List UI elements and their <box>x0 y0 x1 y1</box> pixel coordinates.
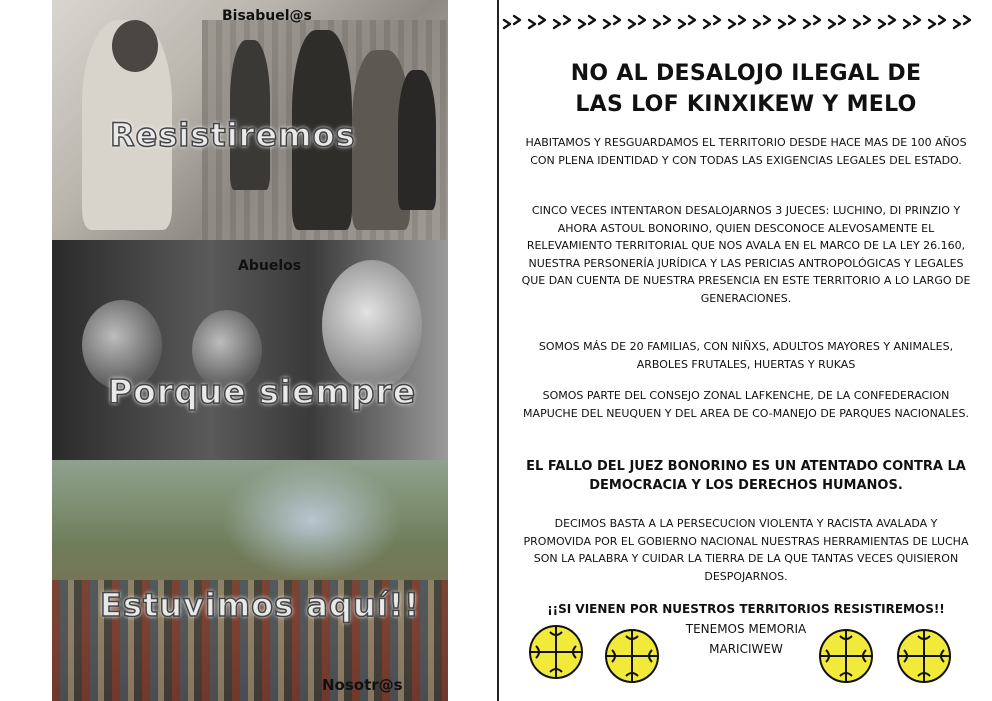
footprint-arrow-icon <box>727 14 749 34</box>
child-figure <box>230 40 270 190</box>
label-abuelos: Abuelos <box>238 258 302 274</box>
overlay-resistiremos: Resistiremos <box>110 116 356 154</box>
overlay-porque-siempre: Porque siempre <box>108 372 417 411</box>
footprint-arrow-icon <box>902 14 924 34</box>
footprint-arrow-icon <box>852 14 874 34</box>
footprint-arrow-icon <box>702 14 724 34</box>
slogan: ¡¡SI VIENEN POR NUESTROS TERRITORIOS RESISTIREMOS!! <box>547 602 945 616</box>
footprint-arrow-icon <box>577 14 599 34</box>
footprint-arrow-icon <box>502 14 524 34</box>
page-title <box>500 58 992 120</box>
smoke-cloud <box>222 460 402 580</box>
footprint-arrow-icon <box>952 14 974 34</box>
paragraph-families: SOMOS MÁS DE 20 FAMILIAS, CON NIÑXS, ADULTOS MAYORES Y ANIMALES, ARBOLES FRUTALES, HUERTAS Y RUKAS <box>538 340 954 371</box>
footprint-arrow-icon <box>752 14 774 34</box>
footprint-arrow-icon <box>802 14 824 34</box>
kultrun-icon <box>528 624 584 680</box>
footprint-arrow-icon <box>827 14 849 34</box>
footprint-arrow-icon <box>677 14 699 34</box>
footprint-arrow-icon <box>627 14 649 34</box>
photo-collage <box>52 0 448 701</box>
overlay-estuvimos-aqui: Estuvimos aquí!! <box>100 586 420 624</box>
community-gathering-photo <box>52 460 448 701</box>
footprint-arrow-icon <box>602 14 624 34</box>
kultrun-icon <box>818 628 874 684</box>
kultrun-icon <box>896 628 952 684</box>
footprint-arrow-icon <box>927 14 949 34</box>
memoria-line-1: TENEMOS MEMORIA <box>685 622 807 636</box>
paragraph-territory: HABITAMOS Y RESGUARDAMOS EL TERRITORIO DESDE HACE MAS DE 100 AÑOS CON PLENA IDENTIDAD Y CON TODAS LAS EXIGENCIAS LEGALES DEL ESTADO. <box>525 136 967 167</box>
paragraph-council: SOMOS PARTE DEL CONSEJO ZONAL LAFKENCHE, DE LA CONFEDERACION MAPUCHE DEL NEUQUEN Y DEL AREA DE CO-MANEJO DE PARQUES NACIONALES. <box>523 389 969 420</box>
footprint-arrow-icon <box>552 14 574 34</box>
title-line-1: NO AL DESALOJO ILEGAL DE <box>570 61 922 86</box>
elder-face-3 <box>322 260 422 390</box>
footprint-arrow-icon <box>527 14 549 34</box>
memoria-line-2: MARICIWEW <box>709 642 783 656</box>
label-nosotros: Nosotr@s <box>322 676 403 694</box>
footprint-arrow-border <box>500 14 992 34</box>
footprint-arrow-icon <box>652 14 674 34</box>
footprint-arrow-icon <box>777 14 799 34</box>
title-line-2: LAS LOF KINXIKEW Y MELO <box>575 92 917 117</box>
paragraph-eviction-attempts: CINCO VECES INTENTARON DESALOJARNOS 3 JUECES: LUCHINO, DI PRINZIO Y AHORA ASTOUL BONORINO, QUIEN DESCONOCE ALEVOSAMENTE EL RELEVAMIENTO TERRITORIAL QUE NOS AVALA EN EL MARCO DE LA LEY 26.160, NUESTRA PERSONERÍA JURÍDICA Y LAS PERICIAS ANTROPOLÓGICAS Y LEGALES QUE DAN CUENTA DE NUESTRA PRESENCIA EN ESTE TERRITORIO A LO LARGO DE GENERACIONES. <box>521 204 971 305</box>
woman-head <box>112 20 158 72</box>
paragraph-ruling: EL FALLO DEL JUEZ BONORINO ES UN ATENTADO CONTRA LA DEMOCRACIA Y LOS DERECHOS HUMANOS. <box>526 459 966 493</box>
kultrun-icon <box>604 628 660 684</box>
label-bisabuelos: Bisabuel@s <box>222 8 312 24</box>
paragraph-persecution: DECIMOS BASTA A LA PERSECUCION VIOLENTA Y RACISTA AVALADA Y PROMOVIDA POR EL GOBIERNO NACIONAL NUESTRAS HERRAMIENTAS DE LUCHA SON LA PALABRA Y CUIDAR LA TIERRA DE LA QUE TANTAS VECES QUISIERON DESPOJARNOS. <box>523 517 969 583</box>
footprint-arrow-icon <box>877 14 899 34</box>
child-figure-2 <box>398 70 436 210</box>
page-divider <box>497 0 499 701</box>
text-panel <box>500 0 992 701</box>
